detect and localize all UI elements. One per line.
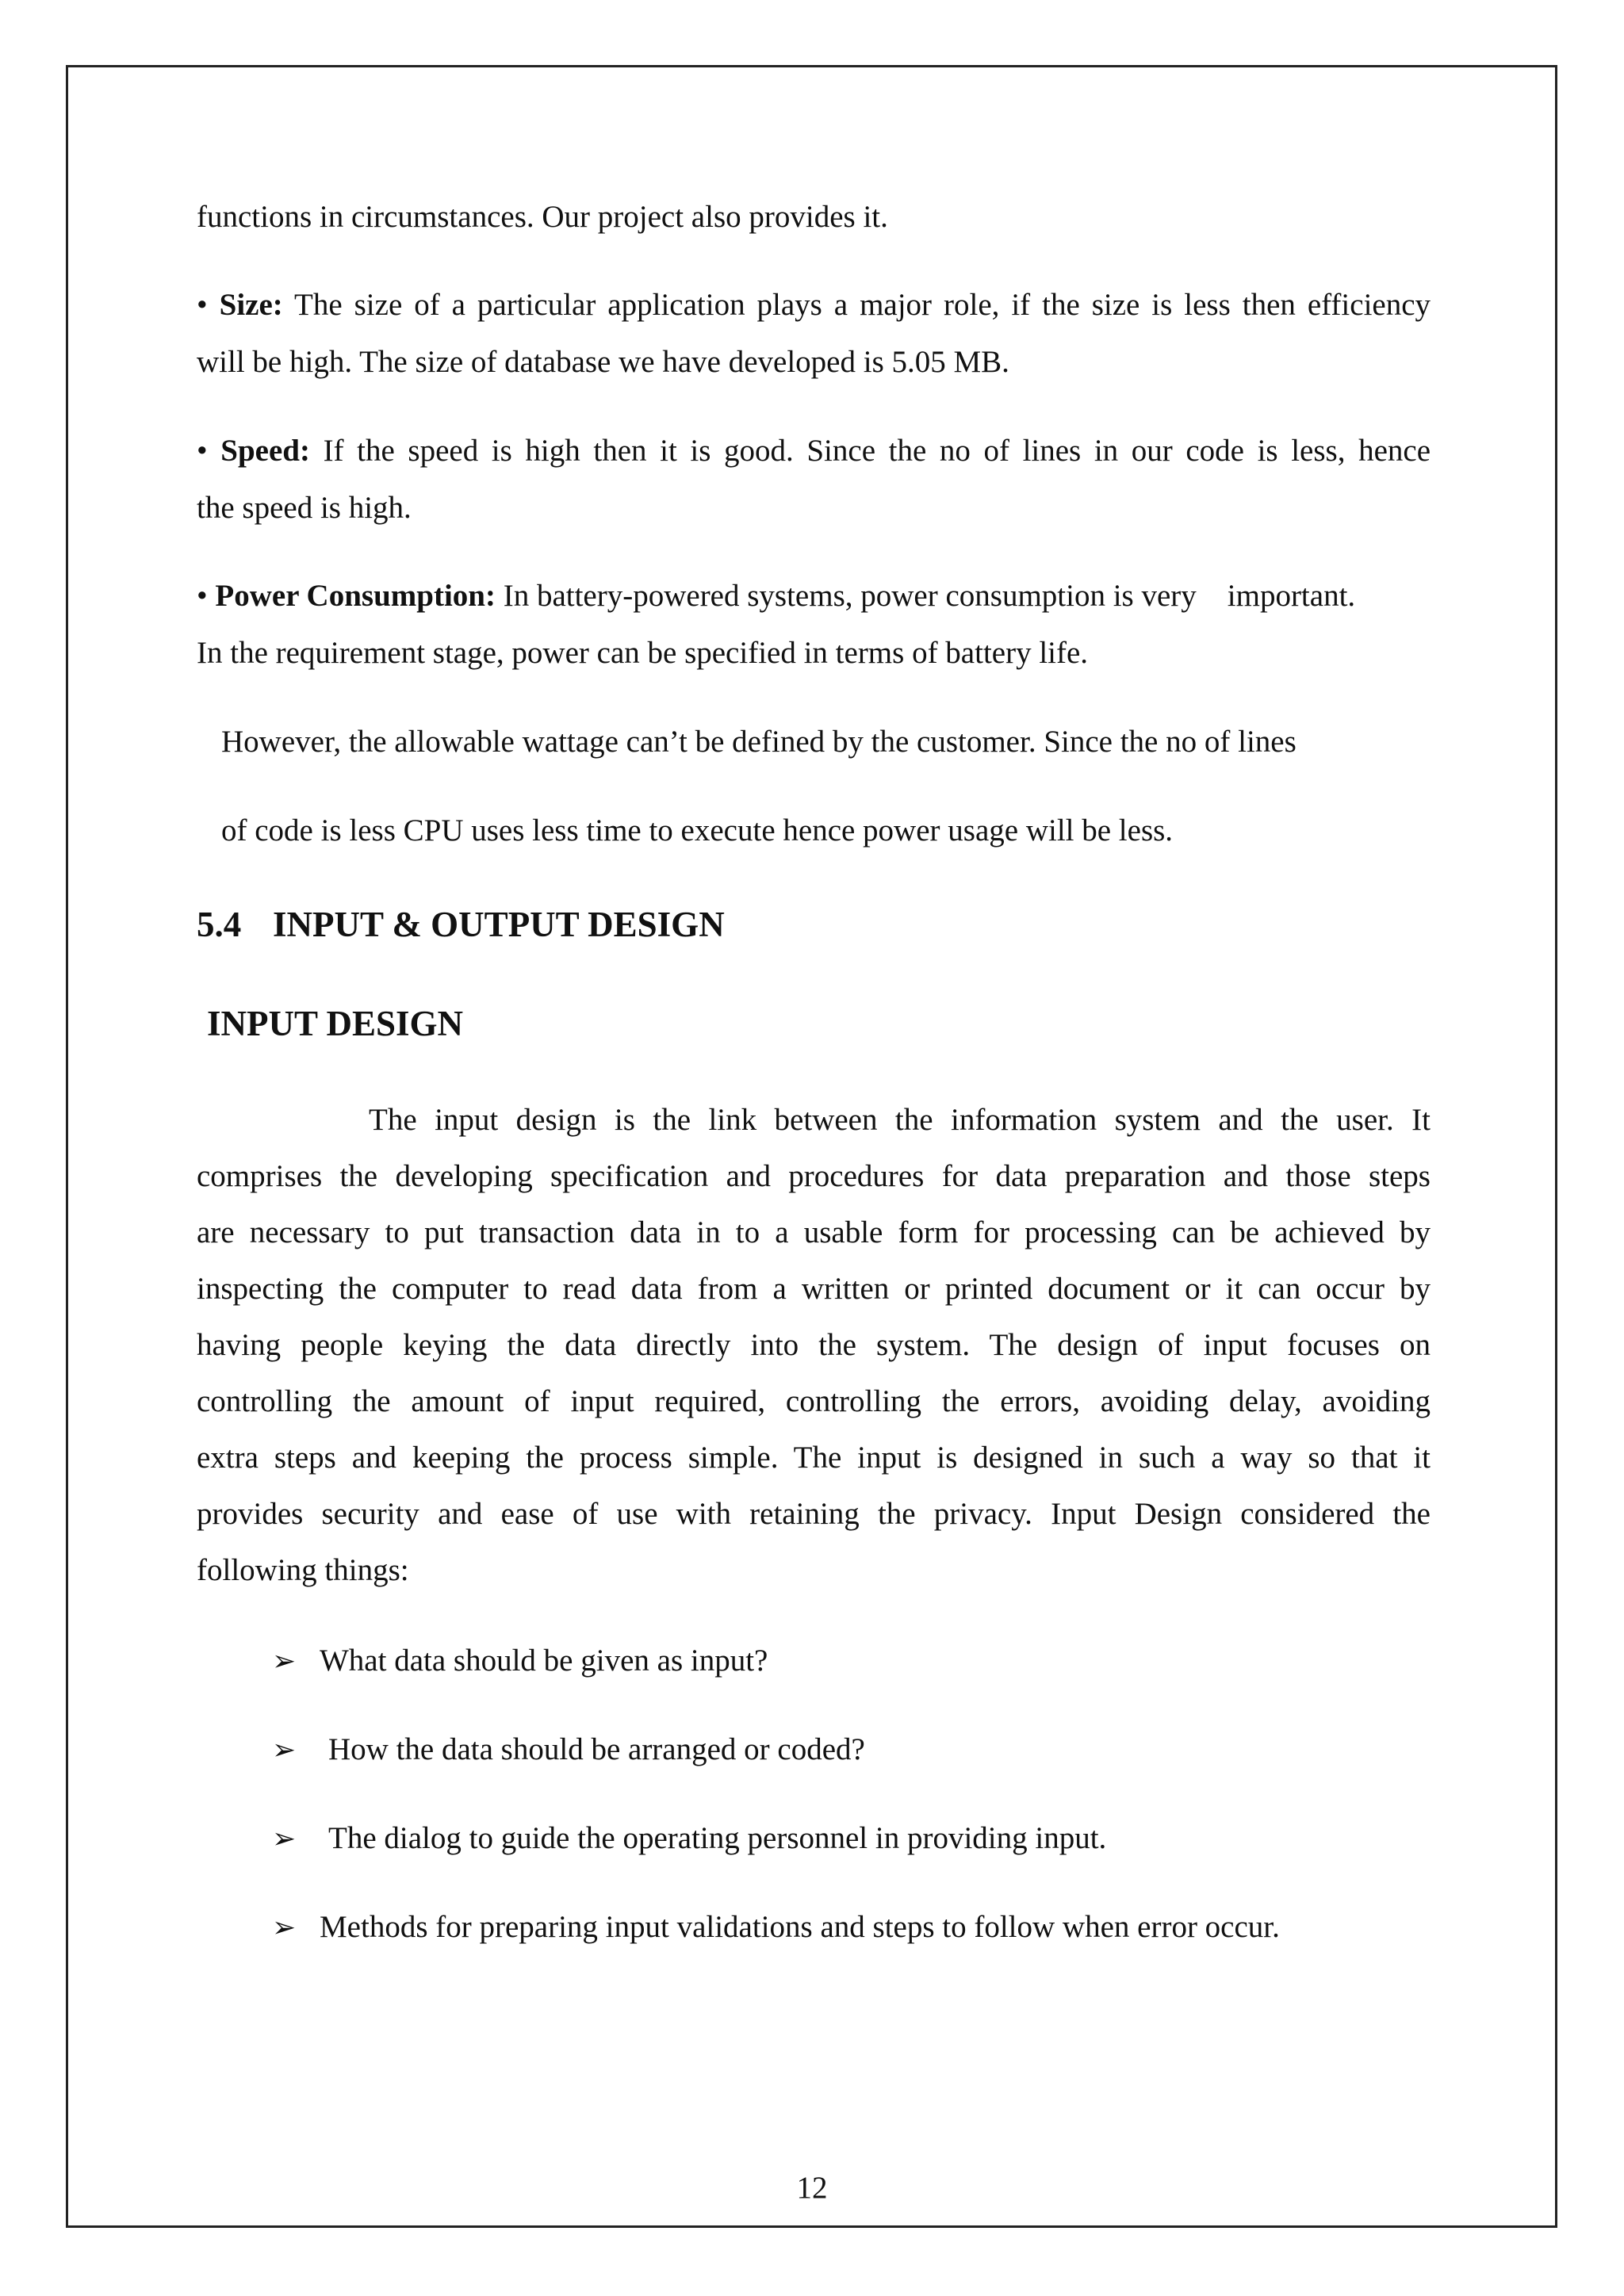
consideration-item: The dialog to guide the operating personnel in providing input. <box>328 1821 1107 1855</box>
criterion-size-line-2: will be high. The size of database we have developed is 5.05 MB. <box>197 345 1009 379</box>
criterion-size-line-1 <box>197 286 1431 324</box>
paragraph-line: controlling the amount of input required, controlling the errors, avoiding delay, avoiding <box>197 1384 1431 1418</box>
paragraph-line: provides security and ease of use with retaining the privacy. Input Design considered the <box>197 1497 1431 1531</box>
bullet: • <box>197 579 208 613</box>
criterion-text: If the speed is high then it is good. Since the no of lines in our code is less, hence <box>323 434 1431 468</box>
arrow-bullet-icon: ➢ <box>272 1911 297 1943</box>
criterion-speed-line-1 <box>197 432 1431 470</box>
criterion-power-line-2: In the requirement stage, power can be specified in terms of battery life. <box>197 636 1089 670</box>
criterion-label: Speed: <box>220 434 310 468</box>
subsection-heading: INPUT DESIGN <box>207 1004 463 1043</box>
consideration-item: How the data should be arranged or coded? <box>328 1732 865 1766</box>
paragraph-line: inspecting the computer to read data from a written or printed document or it can occur by <box>197 1272 1431 1306</box>
bullet: • <box>197 288 208 322</box>
arrow-bullet-icon: ➢ <box>272 1734 297 1766</box>
paragraph-line: extra steps and keeping the process simple. The input is designed in such a way so that it <box>197 1441 1431 1475</box>
power-note-line-2: of code is less CPU uses less time to execute hence power usage will be less. <box>221 813 1174 848</box>
paragraph-line: comprises the developing specification and procedures for data preparation and those steps <box>197 1159 1431 1193</box>
consideration-item: Methods for preparing input validations and steps to follow when error occur. <box>320 1910 1280 1944</box>
bullet: • <box>197 434 208 468</box>
criterion-power-line-1 <box>197 577 1431 615</box>
criterion-text: The size of a particular application plays a major role, if the size is less then efficiency <box>294 288 1431 322</box>
paragraph-line: following things: <box>197 1553 409 1587</box>
page-border <box>66 65 1557 2228</box>
criterion-text: In battery-powered systems, power consumption is very important. <box>503 579 1356 613</box>
paragraph-line: are necessary to put transaction data in to a usable form for processing can be achieved by <box>197 1215 1431 1249</box>
section-number: 5.4 <box>197 905 242 944</box>
page-number: 12 <box>796 2171 828 2205</box>
criterion-speed-line-2: the speed is high. <box>197 491 412 525</box>
continuation-text: functions in circumstances. Our project also provides it. <box>197 200 888 234</box>
section-heading <box>197 902 725 947</box>
power-note-line-1: However, the allowable wattage can’t be defined by the customer. Since the no of lines <box>221 725 1297 759</box>
arrow-bullet-icon: ➢ <box>272 1645 297 1677</box>
arrow-bullet-icon: ➢ <box>272 1823 297 1854</box>
criterion-label: Power Consumption: <box>215 579 496 613</box>
criterion-label: Size: <box>219 288 283 322</box>
paragraph-line: The input design is the link between the information system and the user. It <box>369 1103 1431 1137</box>
section-title: INPUT & OUTPUT DESIGN <box>273 905 725 944</box>
consideration-item: What data should be given as input? <box>320 1644 768 1678</box>
paragraph-line: having people keying the data directly into the system. The design of input focuses on <box>197 1328 1431 1362</box>
